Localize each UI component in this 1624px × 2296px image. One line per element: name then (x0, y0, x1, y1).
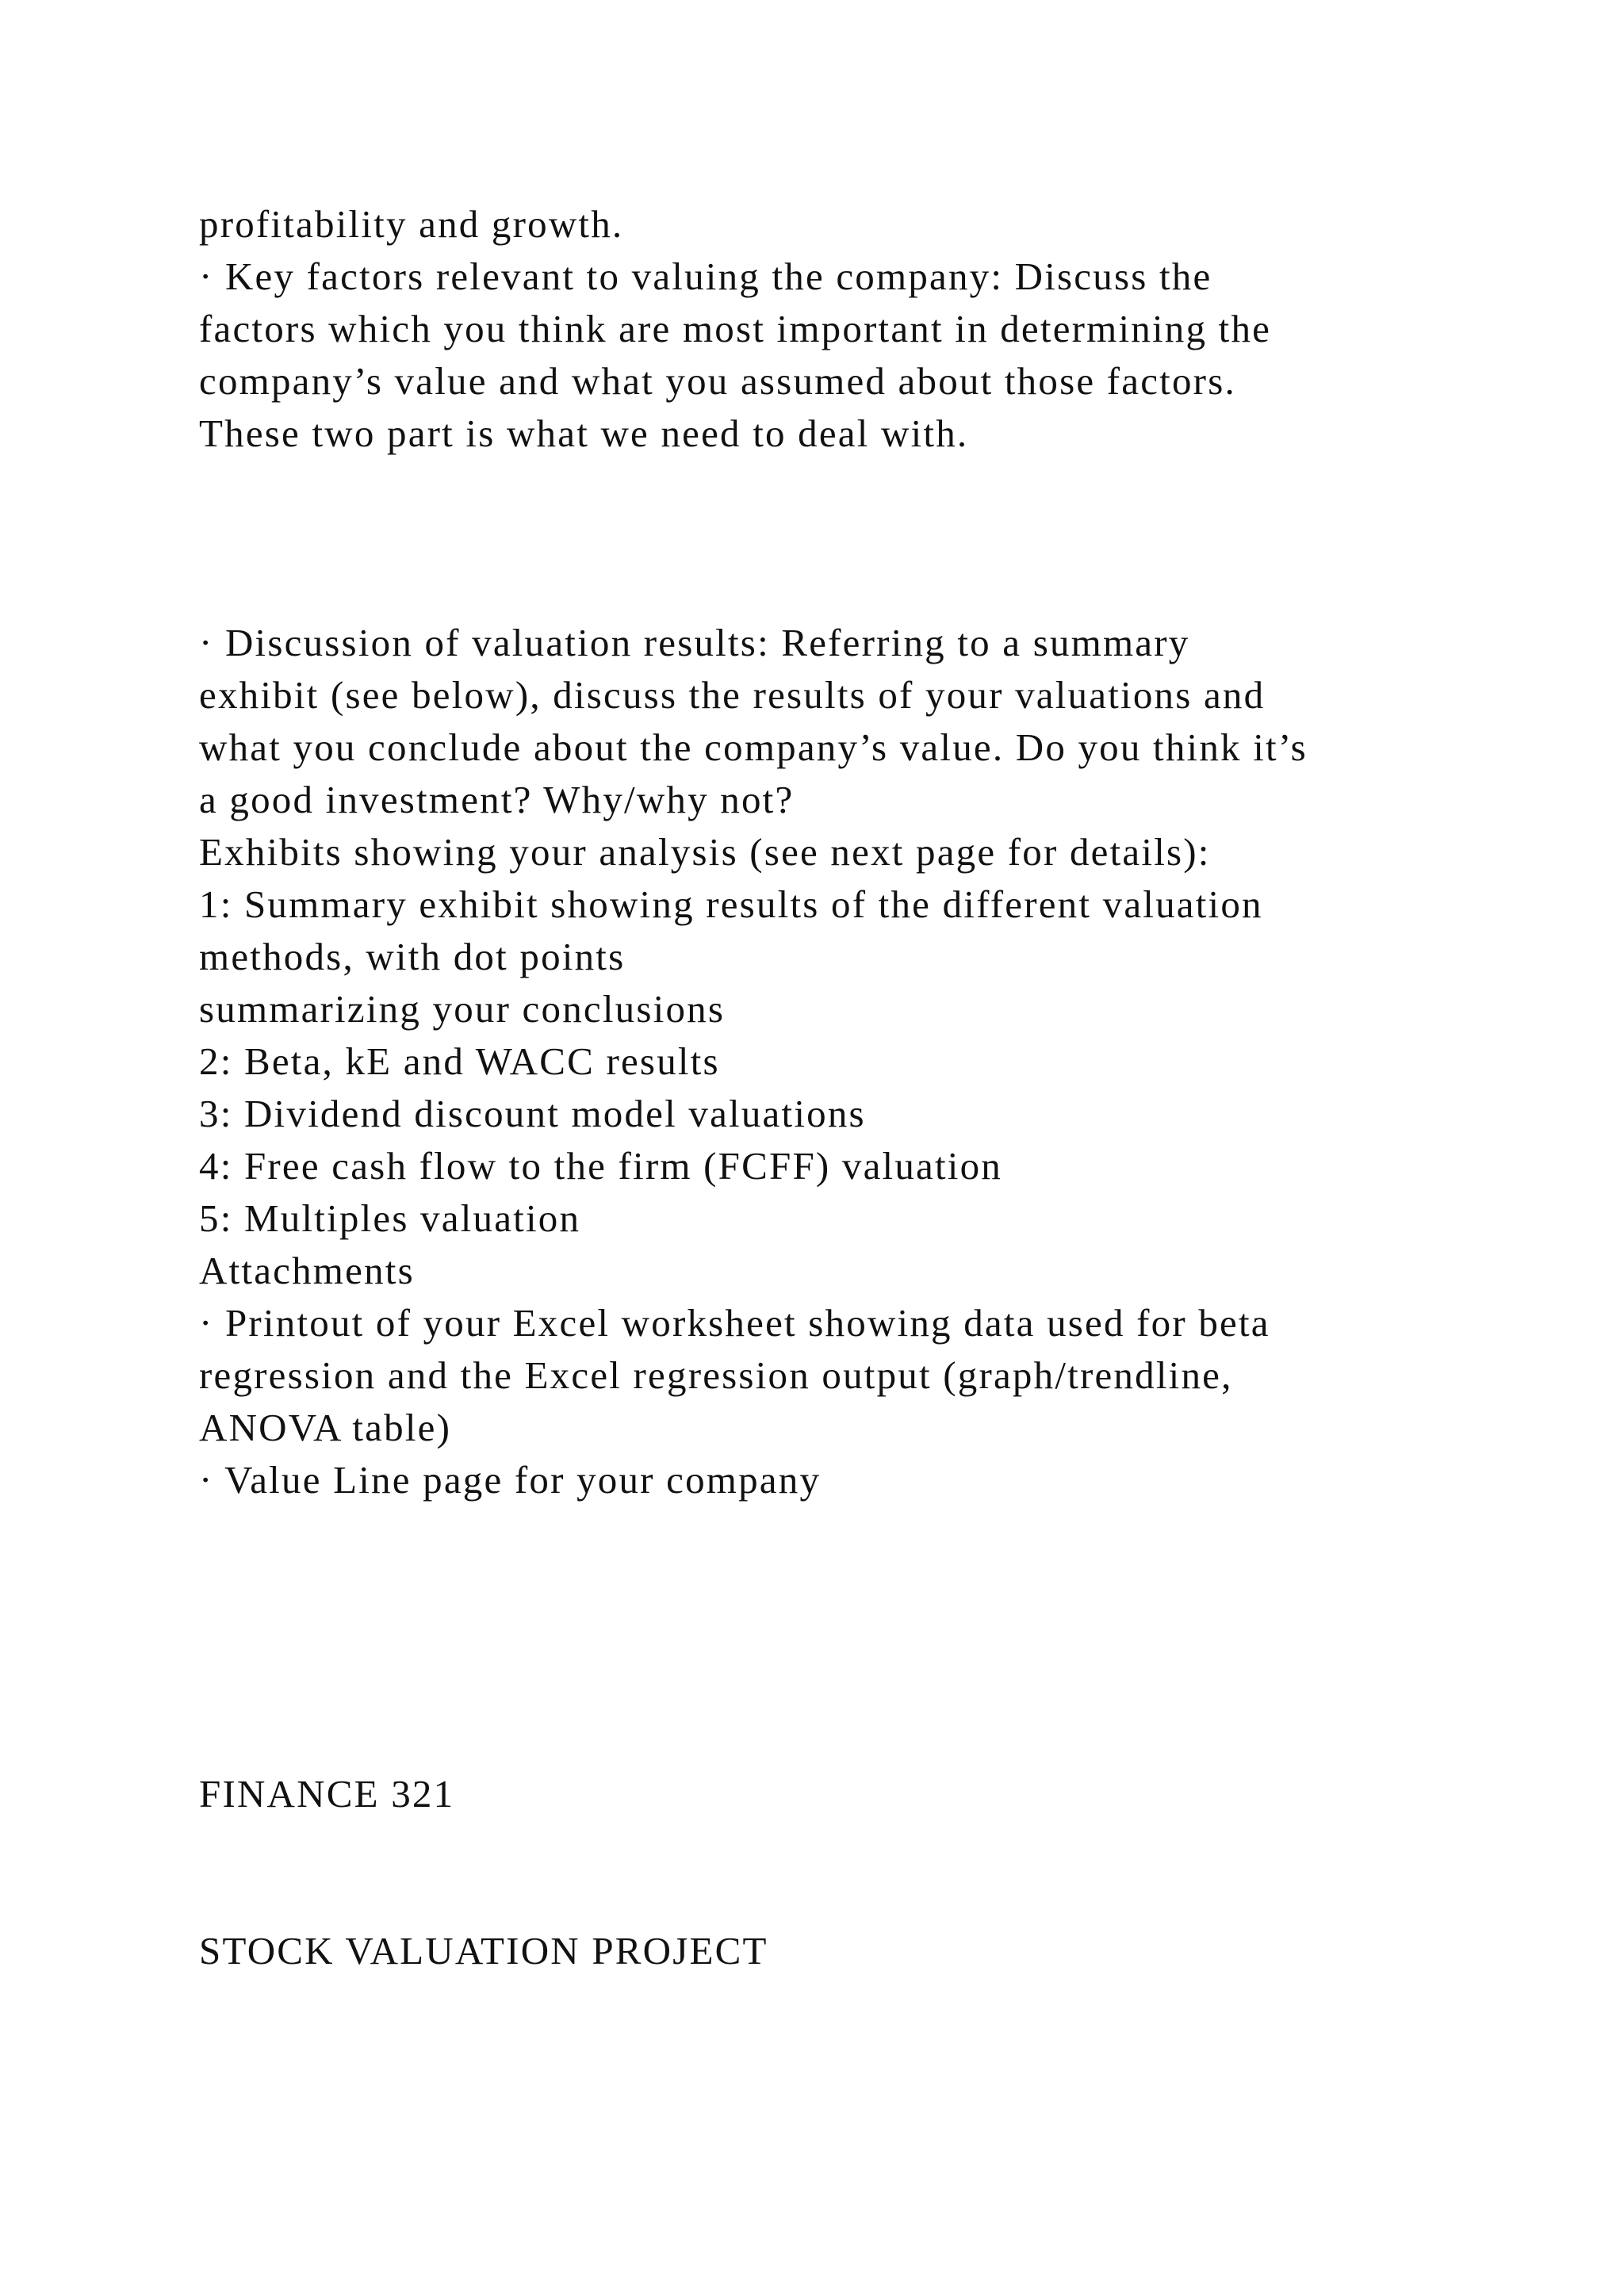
text-line: · Printout of your Excel worksheet showing data used for beta (199, 1301, 1270, 1345)
text-line: a good investment? Why/why not? (199, 778, 795, 821)
text-line: 5: Multiples valuation (199, 1196, 581, 1240)
text-line: Attachments (199, 1249, 415, 1292)
text-line: · Value Line page for your company (199, 1458, 822, 1502)
text-line: Exhibits showing your analysis (see next page for details): (199, 830, 1211, 874)
text-line: methods, with dot points (199, 935, 626, 978)
course-name: FINANCE 321 (199, 1772, 455, 1816)
text-line: 2: Beta, kE and WACC results (199, 1039, 720, 1083)
text-line: 3: Dividend discount model valuations (199, 1092, 866, 1135)
project-title: STOCK VALUATION PROJECT (199, 1929, 768, 1973)
text-line: · Discussion of valuation results: Referring to a summary (199, 621, 1190, 664)
text-line: 4: Free cash flow to the firm (FCFF) valuation (199, 1144, 1003, 1188)
text-line: · Key factors relevant to valuing the company: Discuss the (199, 254, 1212, 298)
text-line: These two part is what we need to deal with. (199, 411, 969, 455)
text-line: what you conclude about the company’s value. Do you think it’s (199, 725, 1308, 769)
text-line: 1: Summary exhibit showing results of the different valuation (199, 882, 1263, 926)
text-line: factors which you think are most important in determining the (199, 307, 1272, 350)
text-line: summarizing your conclusions (199, 987, 726, 1031)
text-line: profitability and growth. (199, 202, 624, 246)
text-line: regression and the Excel regression output (graph/trendline, (199, 1353, 1233, 1397)
text-line: company’s value and what you assumed about those factors. (199, 359, 1236, 403)
text-line: exhibit (see below), discuss the results of your valuations and (199, 673, 1266, 717)
text-line: ANOVA table) (199, 1406, 452, 1449)
